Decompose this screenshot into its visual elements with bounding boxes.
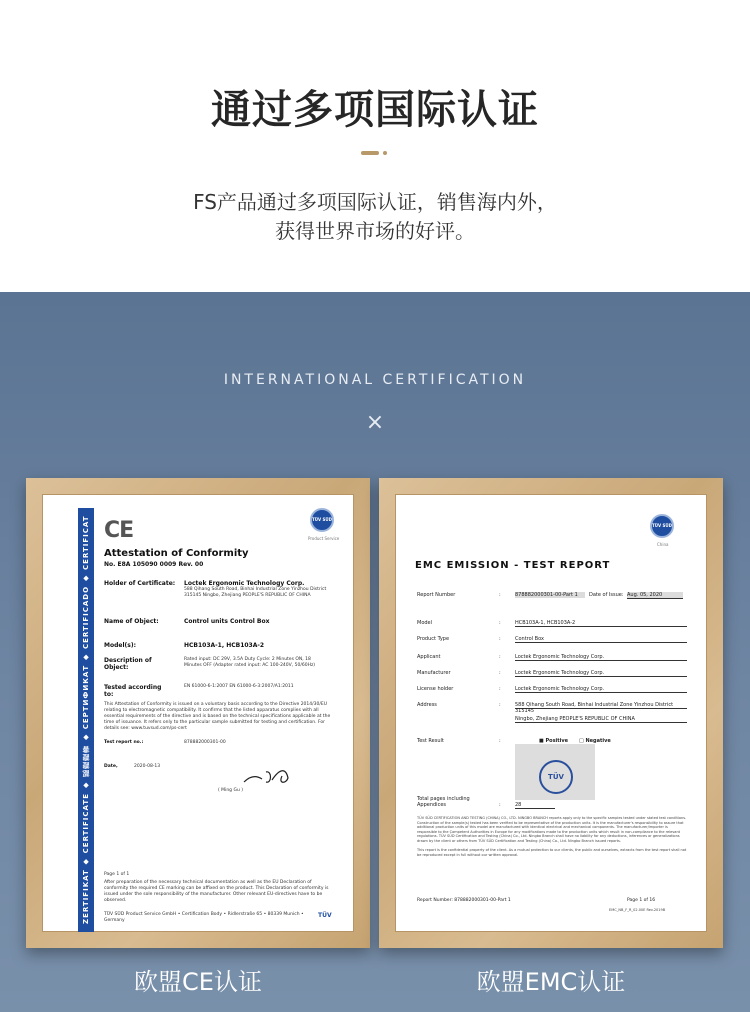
row-value: 588 Qihang South Road, Binhai Industrial Zone Yinzhou District 315145 (515, 702, 687, 709)
page-title: 通过多项国际认证 (211, 87, 539, 133)
tested-value: EN 61000-6-1:2007 EN 61000-6-3:2007/A1:2011 (184, 684, 294, 689)
ce-certificate-document (42, 494, 354, 932)
row-value: Loctek Ergonomic Technology Corp. (515, 686, 687, 693)
holder-name: Loctek Ergonomic Technology Corp. (184, 580, 305, 587)
colon: : (499, 670, 501, 676)
confidentiality-text: This report is the confidential property of the client. As a mutual protection to our clients, the public and ourselves, extracts from the test report shall not be reproduced except in full without our written approval. (417, 848, 687, 857)
total-pages-label: Total pages including Appendices (417, 796, 470, 808)
colon: : (499, 654, 501, 660)
product-type-row (417, 636, 687, 646)
row-label: Address (417, 702, 437, 708)
tuv-logo-label: TÜV SÜD (652, 523, 672, 528)
description-label: Description of Object: (104, 657, 152, 671)
holder-row (104, 580, 334, 608)
row-label: License holder (417, 686, 454, 692)
top-section (0, 0, 750, 292)
ce-certificate-frame (26, 478, 370, 948)
holder-value (184, 580, 334, 599)
row-label: Applicant (417, 654, 441, 660)
divider-bar (361, 151, 379, 155)
tuv-logo-icon (650, 514, 674, 538)
test-result-label: Test Result (417, 738, 444, 744)
model-row (417, 620, 687, 630)
negative-checkbox: □ Negative (579, 738, 611, 744)
total-pages-value: 28 (515, 802, 555, 809)
intro-line-1: FS产品通过多项国际认证，销售海内外， (193, 190, 557, 214)
row-value: HCB103A-1, HCB103A-2 (515, 620, 687, 627)
signature-icon (242, 766, 302, 786)
report-number-label: Report Number (417, 592, 456, 598)
address-row (417, 702, 687, 712)
footer-tuv-logo-icon: TÜV (318, 912, 332, 919)
page-number: Page 1 of 1 (104, 872, 130, 877)
tuv-logo-icon (310, 508, 334, 532)
colon: : (499, 636, 501, 642)
signer-name: ( Ming Gu ) (218, 788, 243, 793)
emc-report-document (395, 494, 707, 932)
emc-report-frame (379, 478, 723, 948)
attestation-number: No. E8A 105090 0009 Rev. 00 (104, 561, 204, 568)
certificate-band: ZERTIFIKAT ◆ CERTIFICATE ◆ 認證證書 ◆ СЕРТИФИКАТ ◆ CERTIFICADO ◆ CERTIFICAT (78, 508, 94, 932)
disclaimer-text: TÜV SÜD CERTIFICATION AND TESTING (CHINA) CO., LTD. NINGBO BRANCH reports apply only to the specific samples tested under stated test conditions. Construction of the sample(s) tested has been verified to be representative of the production units. It is the manufacturer's responsibility to assure that additional production units of this model are manufactured with identical electrical and mechanical components. The manufacturer/importer is responsible to the Competent Authorities in Europe for any modifications made to the production units which result in non-compliance to the relevant regulations. TÜV SÜD Certification and Testing (China) Co., Ltd. Ningbo Branch shall have no liability for any deductions, inferences or generalizations drawn by the client or others from TÜV SÜD Certification and Testing (China) Co., Ltd. Ningbo Branch issued reports. (417, 816, 687, 843)
row-label: Manufacturer (417, 670, 451, 676)
report-title: EMC EMISSION - TEST REPORT (415, 560, 611, 571)
footer-form-code: EMC_NB_F_R_02.00E Rev.2019B (609, 908, 666, 912)
footer-statement: After preparation of the necessary technical documentation as well as the EU Declaration of conformity the required CE marking can be affixed on the product. This Declaration of conformity is issued under the sole responsibility of the manufacturer. Other relevant EU-directives have to be observed. (104, 880, 329, 903)
attestation-statement: This Attestation of Conformity is issued on a voluntary basis according to the Directive 2014/30/EU relating to electromagnetic compatibility. It confirms that the listed apparatus complies with all essential requirements of the directive and is based on the technical specifications applicable at the time of issuance. It refers only to the particular sample submitted for testing and certification. For details see: www.tuvsud.com/ps-cert (104, 702, 331, 731)
footer-page-number: Page 1 of 16 (627, 898, 656, 903)
tested-label: Tested according to: (104, 684, 162, 698)
row-value: Loctek Ergonomic Technology Corp. (515, 654, 687, 661)
colon: : (499, 592, 501, 598)
colon: : (499, 802, 501, 808)
holder-label: Holder of Certificate: (104, 580, 176, 587)
ce-mark-icon: CE (104, 518, 134, 543)
model-row (104, 642, 334, 652)
colon: : (499, 686, 501, 692)
date-value: 2020-08-13 (134, 764, 161, 769)
total-pages-row (417, 796, 687, 812)
emc-caption: 欧盟EMC认证 (476, 968, 626, 996)
intro-text (0, 188, 750, 246)
row-value: Loctek Ergonomic Technology Corp. (515, 670, 687, 677)
object-label: Name of Object: (104, 618, 159, 625)
footer-company: TÜV SÜD Product Service GmbH • Certification Body • Ridlerstraße 65 • 80339 Munich • Germany (104, 912, 304, 923)
manufacturer-row (417, 670, 687, 680)
colon: : (499, 702, 501, 708)
positive-checkbox: ■ Positive (539, 738, 569, 744)
tuv-caption: Product Service (308, 536, 340, 541)
report-value: 878882000301-00 (184, 740, 226, 745)
tuv-stamp-icon: TÜV (539, 760, 573, 794)
tuv-caption: China (657, 542, 669, 547)
issue-label: Date of Issue: (589, 592, 624, 598)
model-label: Model(s): (104, 642, 136, 649)
address-line-2: Ningbo, Zhejiang PEOPLE'S REPUBLIC OF CHINA (515, 716, 687, 723)
date-label: Date, (104, 764, 118, 769)
footer-report-number: Report Number: 878882000301-00-Part 1 (417, 898, 511, 903)
row-label: Product Type (417, 636, 450, 642)
holder-address: 588 Qihang South Road, Binhai Industrial Zone Yinzhou District 315145 Ningbo, Zhejiang PEOPLE'S REPUBLIC OF CHINA (184, 587, 327, 598)
cross-icon: × (365, 410, 385, 435)
description-row (104, 657, 334, 679)
ce-caption: 欧盟CE认证 (134, 968, 262, 996)
divider-dot (383, 151, 387, 155)
object-row (104, 618, 334, 634)
report-number-value: 878882000301-00-Part 1 (515, 592, 585, 598)
model-value: HCB103A-1, HCB103A-2 (184, 642, 265, 649)
attestation-title: Attestation of Conformity (104, 548, 249, 559)
report-label: Test report no.: (104, 740, 144, 745)
title-divider (361, 151, 389, 155)
colon: : (499, 738, 501, 744)
section-eyebrow: INTERNATIONAL CERTIFICATION (223, 372, 527, 388)
row-value: Control Box (515, 636, 687, 643)
applicant-row (417, 654, 687, 664)
intro-line-2: 获得世界市场的好评。 (275, 219, 475, 243)
colon: : (499, 620, 501, 626)
license-holder-row (417, 686, 687, 696)
tuv-logo-label: TÜV SÜD (312, 517, 332, 522)
object-value: Control units Control Box (184, 618, 270, 625)
report-number-row (417, 592, 687, 602)
address-row-2 (417, 716, 687, 726)
row-label: Model (417, 620, 433, 626)
tested-row (104, 684, 334, 700)
report-row (104, 740, 334, 748)
description-value: Rated input: DC 29V, 3.5A Duty Cycle: 2 Minutes ON, 18 Minutes OFF (Adapter rated input: AC 100-240V, 50/60Hz) (184, 657, 316, 668)
issue-value: Aug. 05, 2020 (627, 592, 683, 599)
